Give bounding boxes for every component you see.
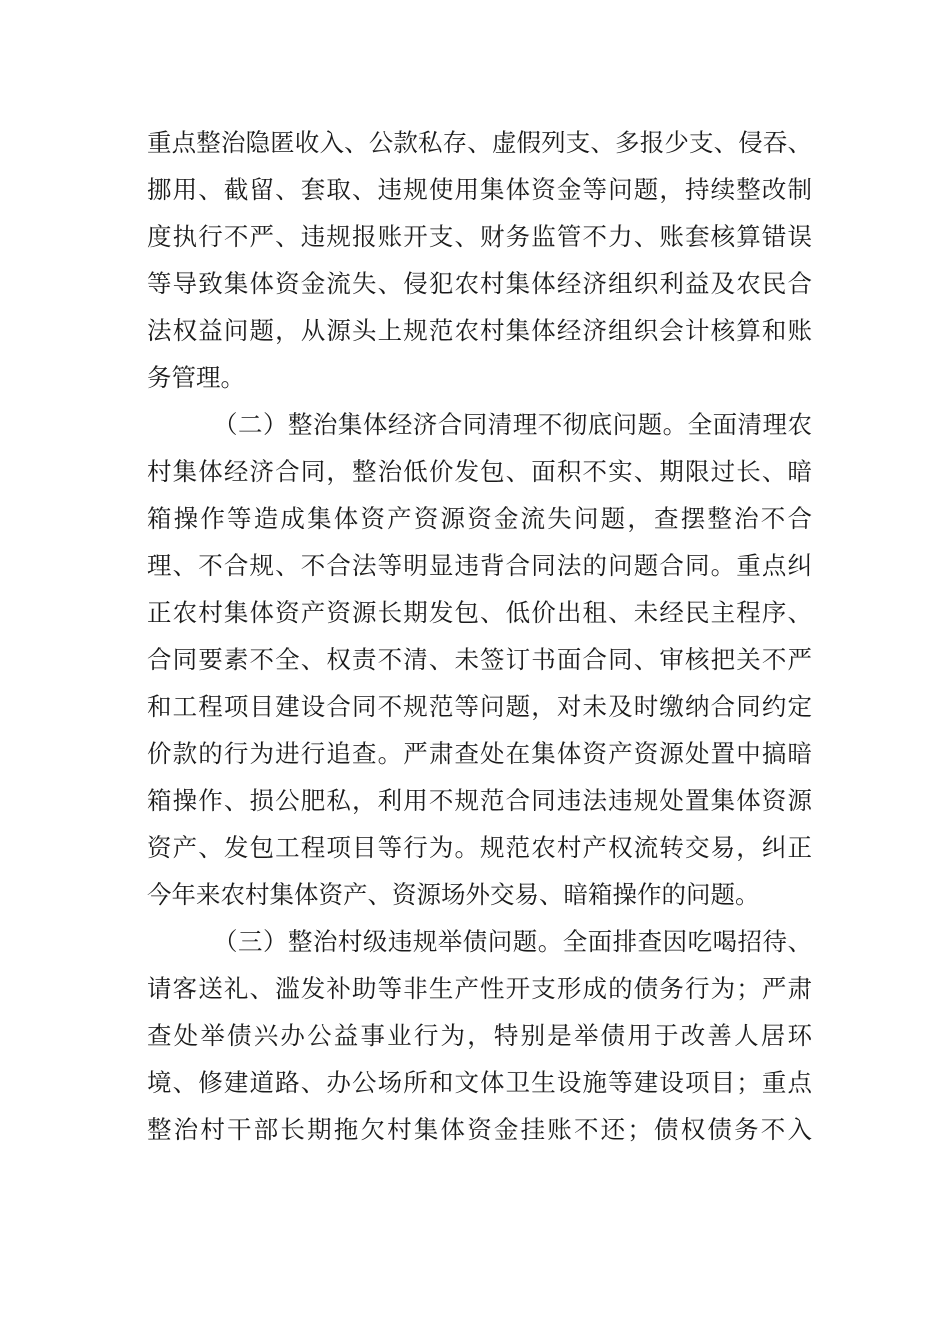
- text-line: 正农村集体资产资源长期发包、低价出租、未经民主程序、: [147, 598, 812, 627]
- text-line: 箱操作等造成集体资产资源资金流失问题，查摆整治不合: [147, 504, 812, 533]
- text-line: 等导致集体资金流失、侵犯农村集体经济组织利益及农民合: [147, 269, 812, 298]
- text-line: 查处举债兴办公益事业行为，特别是举债用于改善人居环: [147, 1021, 812, 1050]
- text-line: 价款的行为进行追查。严肃查处在集体资产资源处置中搞暗: [147, 739, 812, 768]
- text-line: 村集体经济合同，整治低价发包、面积不实、期限过长、暗: [147, 457, 812, 486]
- text-line: 今年来农村集体资产、资源场外交易、暗箱操作的问题。: [147, 880, 760, 909]
- text-line: 整治村干部长期拖欠村集体资金挂账不还；债权债务不入: [147, 1115, 812, 1144]
- text-line: 务管理。: [147, 363, 245, 392]
- text-line: 重点整治隐匿收入、公款私存、虚假列支、多报少支、侵吞、: [147, 128, 812, 157]
- section-heading-line: （三）整治村级违规举债问题。全面排查因吃喝招待、: [213, 927, 812, 956]
- text-line: 箱操作、损公肥私，利用不规范合同违法违规处置集体资源: [147, 786, 812, 815]
- text-line: 境、修建道路、办公场所和文体卫生设施等建设项目；重点: [147, 1068, 812, 1097]
- text-line: 度执行不严、违规报账开支、财务监管不力、账套核算错误: [147, 222, 812, 251]
- text-line: 法权益问题，从源头上规范农村集体经济组织会计核算和账: [147, 316, 812, 345]
- text-line: 挪用、截留、套取、违规使用集体资金等问题，持续整改制: [147, 175, 812, 204]
- text-line: 请客送礼、滥发补助等非生产性开支形成的债务行为；严肃: [147, 974, 812, 1003]
- text-line: 合同要素不全、权责不清、未签订书面合同、审核把关不严: [147, 645, 812, 674]
- text-line: 理、不合规、不合法等明显违背合同法的问题合同。重点纠: [147, 551, 812, 580]
- text-line: 和工程项目建设合同不规范等问题，对未及时缴纳合同约定: [147, 692, 812, 721]
- text-line: 资产、发包工程项目等行为。规范农村产权流转交易，纠正: [147, 833, 812, 862]
- section-heading-line: （二）整治集体经济合同清理不彻底问题。全面清理农: [213, 410, 812, 439]
